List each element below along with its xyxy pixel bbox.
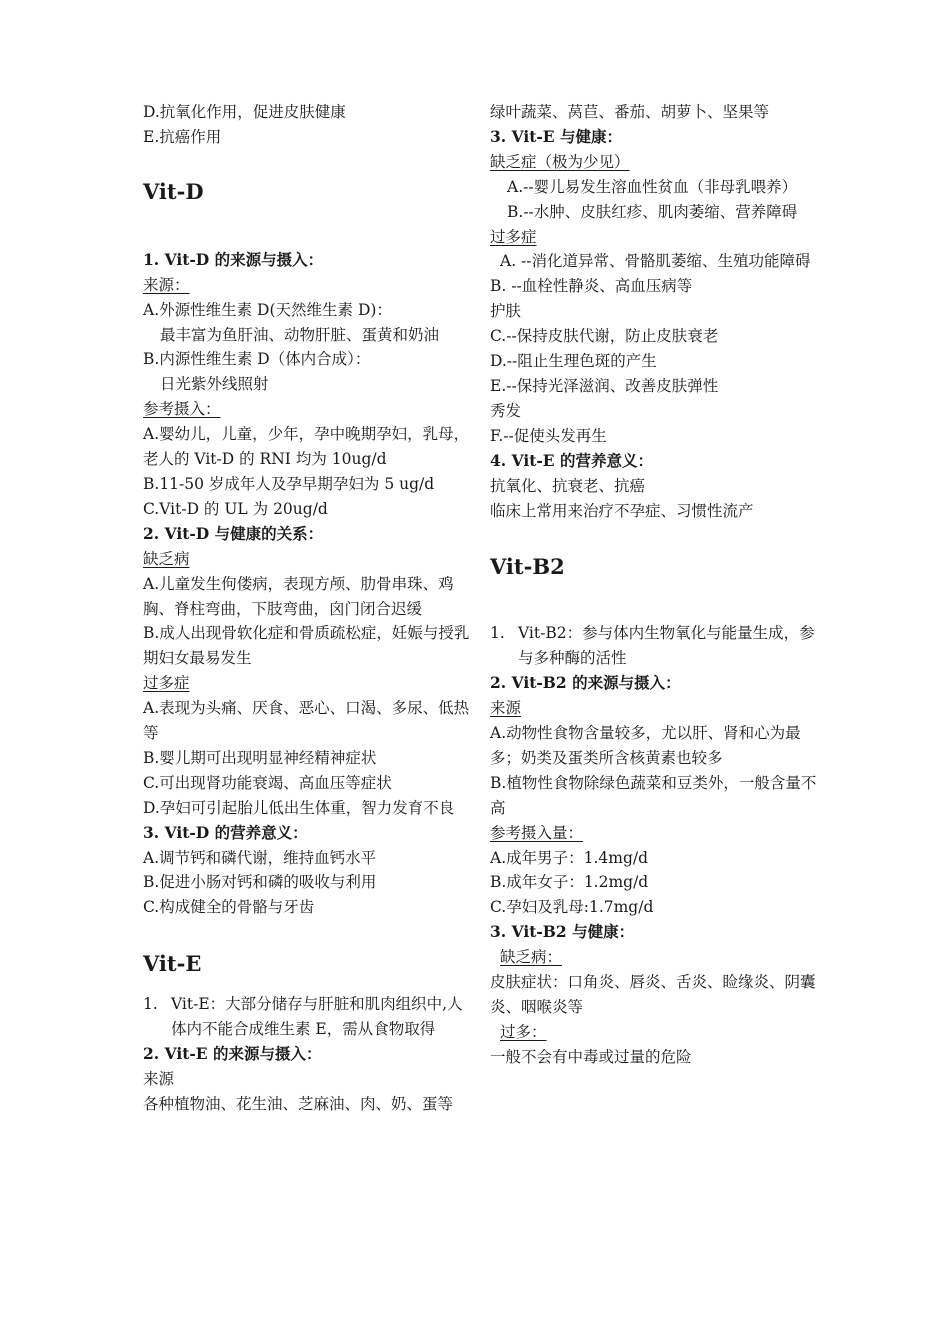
text-line: 日光紫外线照射: [160, 375, 269, 394]
text-line: C.孕妇及乳母:1.7mg/d: [490, 898, 654, 917]
text-line: A. --消化道异常、骨骼肌萎缩、生殖功能障碍: [500, 252, 811, 271]
text-line: E.抗癌作用: [143, 127, 222, 146]
text-line: A.表现为头痛、厌食、恶心、口渴、多尿、低热等: [143, 699, 470, 743]
section-title-vitb2: Vit-B2: [490, 554, 565, 580]
subheading: 2. Vit-B2 的来源与摄入：: [490, 673, 681, 693]
text-line: 各种植物油、花生油、芝麻油、肉、奶、蛋等: [143, 1094, 454, 1113]
text-line: E.--保持光泽滋润、改善皮肤弹性: [490, 376, 719, 395]
text-line: 皮肤症状：口角炎、唇炎、舌炎、睑缘炎、阴囊炎、咽喉炎等: [490, 973, 816, 1016]
text-line: A.调节钙和磷代谢，维持血钙水平: [143, 848, 377, 867]
intake-label: 参考摄入量：: [490, 823, 584, 842]
text-line: A.儿童发生佝偻病，表现方颅、肋骨串珠、鸡胸、脊柱弯曲，下肢弯曲，囟门闭合迟缓: [143, 574, 454, 618]
text-line: 一般不会有中毒或过量的危险: [490, 1047, 692, 1066]
text-line: 临床上常用来治疗不孕症、习惯性流产: [490, 501, 754, 520]
text-line: B.成人出现骨软化症和骨质疏松症，妊娠与授乳期妇女最易发生: [143, 624, 470, 668]
excess-label: 过多：: [500, 1022, 547, 1041]
source-label: 来源: [143, 1070, 175, 1088]
hair-label: 秀发: [490, 401, 522, 420]
skin-label: 护肤: [490, 302, 522, 321]
text-line: C.构成健全的骨骼与牙齿: [143, 898, 315, 917]
text-line: A.--婴儿易发生溶血性贫血（非母乳喂养）: [507, 177, 798, 196]
text-line: F.--促使头发再生: [490, 426, 607, 445]
text-line: A.外源性维生素 D(天然维生素 D)：: [143, 300, 392, 319]
right-column: [490, 100, 820, 1070]
source-label: 来源: [490, 699, 522, 718]
text-line: B.内源性维生素 D（体内合成）：: [143, 350, 371, 369]
item-number: 1.: [143, 995, 158, 1014]
text-line: C.可出现肾功能衰竭、高血压等症状: [143, 773, 392, 792]
intake-label: 参考摄入：: [143, 400, 221, 419]
subheading: 4. Vit-E 的营养意义：: [490, 450, 654, 470]
deficiency-label: 缺乏病: [143, 549, 190, 568]
section-title-vitd: Vit-D: [143, 178, 204, 204]
text-line: B.婴儿期可出现明显神经精神症状: [143, 748, 377, 767]
item-number: 1.: [490, 624, 505, 643]
text-line: A.婴幼儿，儿童，少年，孕中晚期孕妇，乳母，老人的 Vit-D 的 RNI 均为 10ug/d: [143, 425, 470, 469]
text-line: B.成年女子：1.2mg/d: [490, 873, 649, 892]
text-line: A.动物性食物含量较多，尤以肝、肾和心为最多；奶类及蛋类所含核黄素也较多: [490, 724, 801, 767]
text-line: B.11-50 岁成年人及孕早期孕妇为 5 ug/d: [143, 474, 435, 493]
left-column: [143, 100, 473, 1117]
subheading: 3. Vit-E 与健康：: [490, 126, 623, 146]
numbered-item: [143, 992, 473, 1042]
excess-label: 过多症: [143, 674, 190, 693]
text-line: B.植物性食物除绿色蔬菜和豆类外，一般含量不高: [490, 773, 817, 817]
text-line: D.孕妇可引起胎儿低出生体重，智力发育不良: [143, 798, 455, 817]
text-line: 抗氧化、抗衰老、抗癌: [490, 476, 646, 495]
subheading: 3. Vit-B2 与健康：: [490, 922, 635, 942]
subheading: 1. Vit-D 的来源与摄入：: [143, 249, 324, 269]
text-line: B.--水肿、皮肤红疹、肌肉萎缩、营养障碍: [507, 202, 798, 221]
section-title-vite: Vit-E: [143, 951, 202, 977]
text-line: C.--保持皮肤代谢，防止皮肤衰老: [490, 327, 719, 346]
text-line: 绿叶蔬菜、莴苣、番茄、胡萝卜、坚果等: [490, 103, 770, 121]
excess-label: 过多症: [490, 227, 537, 246]
item-text: Vit-E：大部分储存与肝脏和肌肉组织中,人体内不能合成维生素 E，需从食物取得: [171, 995, 463, 1039]
text-line: B. --血栓性静炎、高血压病等: [490, 277, 693, 296]
subheading: 2. Vit-E 的来源与摄入：: [143, 1044, 322, 1064]
deficiency-label: 缺乏症（极为少见）: [490, 152, 630, 171]
item-text: Vit-B2：参与体内生物氧化与能量生成，参与多种酶的活性: [518, 624, 815, 668]
text-line: C.Vit-D 的 UL 为 20ug/d: [143, 499, 328, 518]
text-line: A.成年男子：1.4mg/d: [490, 848, 649, 867]
text-line: 最丰富为鱼肝油、动物肝脏、蛋黄和奶油: [160, 325, 440, 344]
numbered-item: [490, 621, 820, 671]
text-line: B.促进小肠对钙和磷的吸收与利用: [143, 873, 377, 892]
deficiency-label: 缺乏病：: [500, 948, 563, 967]
text-line: D.抗氧化作用，促进皮肤健康: [143, 103, 346, 121]
source-label: 来源：: [143, 275, 190, 294]
subheading: 2. Vit-D 与健康的关系：: [143, 523, 324, 543]
text-line: D.--阻止生理色斑的产生: [490, 352, 657, 371]
subheading: 3. Vit-D 的营养意义：: [143, 822, 308, 842]
